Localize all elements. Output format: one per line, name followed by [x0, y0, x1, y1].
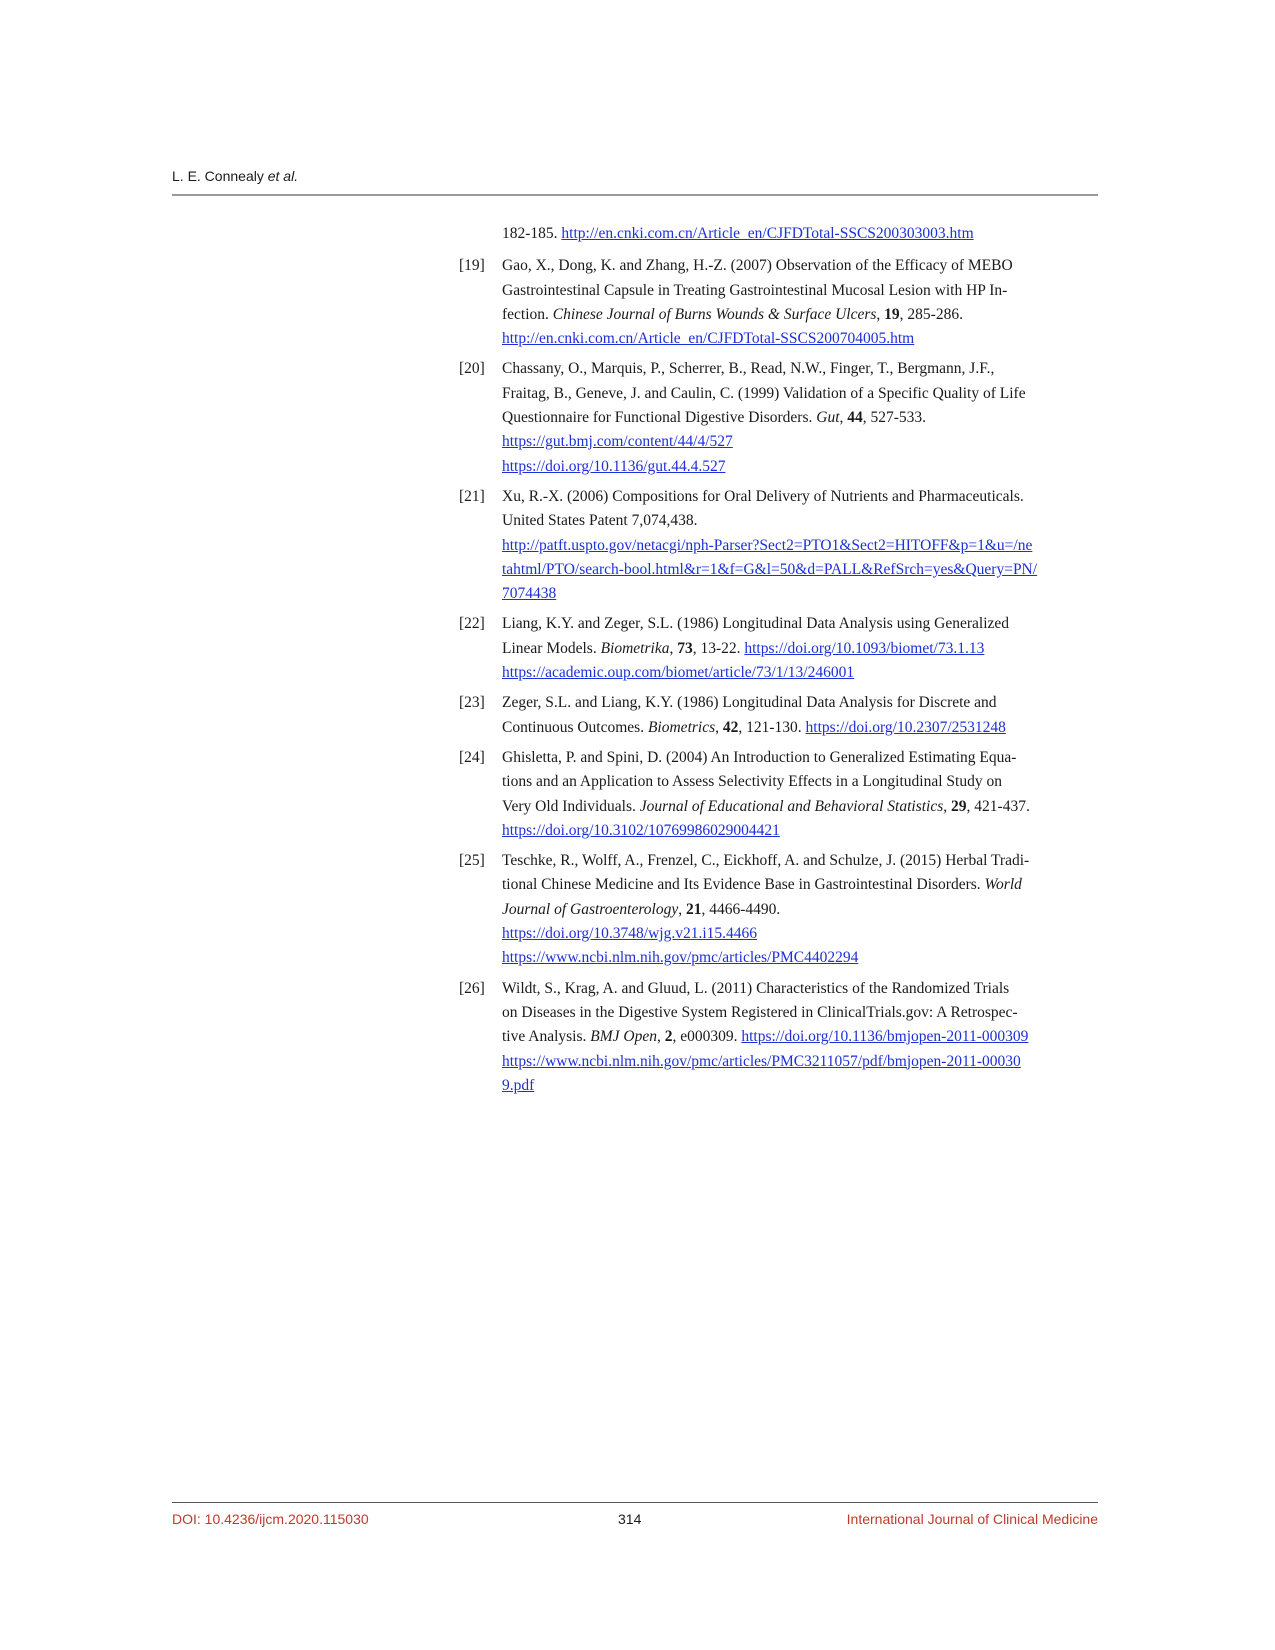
reference-line — [502, 485, 1099, 509]
reference-link[interactable]: http://en.cnki.com.cn/Article_en/CJFDTotal-SSCS200704005.htm — [502, 330, 915, 348]
reference-text: Chassany, O., Marquis, P., Scherrer, B., Read, N.W., Finger, T., Bergmann, J.F., — [502, 360, 995, 378]
reference-line — [502, 357, 1099, 381]
reference-text: Xu, R.-X. (2006) Compositions for Oral Delivery of Nutrients and Pharmaceuticals. — [502, 487, 1024, 505]
reference-text: , — [656, 1028, 665, 1046]
reference-line — [502, 770, 1099, 794]
reference-link[interactable]: https://doi.org/10.3102/10769986029004421 — [502, 821, 780, 839]
reference-text: , — [678, 900, 686, 918]
reference-text: , 421-437. — [966, 797, 1030, 815]
footer-journal: International Journal of Clinical Medicine — [846, 1511, 1098, 1527]
running-header — [172, 168, 298, 184]
reference-text: Teschke, R., Wolff, A., Frenzel, C., Eickhoff, A. and Schulze, J. (2015) Herbal Tradi- — [502, 852, 1030, 870]
journal-title: Biometrics — [647, 718, 716, 736]
volume-number: 2 — [664, 1028, 673, 1046]
reference-line — [502, 430, 1099, 454]
reference-link[interactable]: https://www.ncbi.nlm.nih.gov/pmc/articles/PMC3211057/pdf/bmjopen-2011-00030 — [502, 1052, 1021, 1070]
reference-line — [502, 534, 1099, 558]
reference-text: , 527-533. — [862, 409, 927, 427]
reference-text: , — [943, 797, 952, 815]
reference-text: , 285-286. — [899, 305, 963, 323]
reference-line — [502, 382, 1099, 406]
reference-text: United States Patent 7,074,438. — [502, 512, 698, 530]
reference-text: tional Chinese Medicine and Its Evidence Base in Gastrointestinal Disorders. — [502, 876, 985, 894]
reference-text: , 13-22. — [692, 639, 745, 657]
journal-title: Biometrika — [600, 639, 670, 657]
volume-number: 44 — [847, 409, 863, 427]
reference-item — [459, 746, 1099, 843]
reference-line — [502, 509, 1099, 533]
reference-text: Ghisletta, P. and Spini, D. (2004) An Introduction to Generalized Estimating Equa- — [502, 748, 1017, 766]
reference-line — [502, 1001, 1099, 1025]
reference-link[interactable]: https://academic.oup.com/biomet/article/73/1/13/246001 — [502, 664, 855, 682]
reference-line — [502, 455, 1099, 479]
reference-line — [502, 746, 1099, 770]
volume-number: 21 — [685, 900, 702, 918]
reference-text: tions and an Application to Assess Selectivity Effects in a Longitudinal Study on — [502, 773, 1002, 791]
reference-link[interactable]: tahtml/PTO/search-bool.html&r=1&f=G&l=50&d=PALL&RefSrch=yes&Query=PN/ — [502, 560, 1038, 578]
reference-line — [502, 637, 1099, 661]
reference-line — [502, 922, 1099, 946]
reference-text: Wildt, S., Krag, A. and Gluud, L. (2011) Characteristics of the Randomized Trials — [502, 979, 1010, 997]
reference-link[interactable]: http://patft.uspto.gov/netacgi/nph-Parser?Sect2=PTO1&Sect2=HITOFF&p=1&u=/ne — [502, 536, 1033, 554]
reference-number: [23] — [459, 694, 485, 712]
reference-line — [502, 222, 1099, 246]
reference-number: [21] — [459, 487, 485, 505]
reference-line — [502, 558, 1099, 582]
reference-link[interactable]: http://en.cnki.com.cn/Article_en/CJFDTotal-SSCS200303003.htm — [561, 225, 974, 242]
reference-line — [502, 819, 1099, 843]
reference-item — [459, 254, 1099, 351]
reference-text: Zeger, S.L. and Liang, K.Y. (1986) Longitudinal Data Analysis for Discrete and — [502, 694, 997, 712]
reference-line — [502, 873, 1099, 897]
reference-line — [502, 279, 1099, 303]
reference-text: Fraitag, B., Geneve, J. and Caulin, C. (1999) Validation of a Specific Quality of Life — [502, 384, 1026, 402]
reference-line — [502, 254, 1099, 278]
reference-number: [19] — [459, 257, 485, 275]
reference-line — [502, 612, 1099, 636]
reference-link[interactable]: https://doi.org/10.3748/wjg.v21.i15.4466 — [502, 925, 758, 943]
reference-item — [459, 485, 1099, 606]
reference-text: on Diseases in the Digestive System Registered in ClinicalTrials.gov: A Retrospec- — [502, 1003, 1018, 1021]
reference-text: Gastrointestinal Capsule in Treating Gastrointestinal Mucosal Lesion with HP In- — [502, 281, 1008, 299]
reference-text: Linear Models. — [502, 639, 601, 657]
reference-number: [25] — [459, 852, 485, 870]
reference-link[interactable]: https://doi.org/10.1136/gut.44.4.527 — [502, 457, 726, 475]
header-divider — [172, 194, 1098, 196]
reference-number: [24] — [459, 748, 485, 766]
reference-list — [459, 222, 1099, 1104]
journal-title: Journal of Gastroenterology — [502, 900, 679, 918]
footer-divider — [172, 1502, 1098, 1503]
reference-line — [502, 406, 1099, 430]
volume-number: 19 — [884, 305, 900, 323]
reference-line — [502, 898, 1099, 922]
reference-item — [459, 612, 1099, 685]
journal-title: Gut — [816, 409, 840, 427]
reference-link[interactable]: 7074438 — [502, 585, 557, 603]
reference-link[interactable]: https://www.ncbi.nlm.nih.gov/pmc/articles/PMC4402294 — [502, 949, 859, 967]
header-etal: et al. — [267, 168, 299, 184]
reference-text: , 4466-4490. — [701, 900, 781, 918]
reference-line — [502, 795, 1099, 819]
reference-line — [502, 582, 1099, 606]
volume-number: 73 — [677, 639, 693, 657]
reference-text: Continuous Outcomes. — [502, 718, 648, 736]
reference-text: , — [669, 639, 678, 657]
reference-text: , — [839, 409, 848, 427]
reference-line — [502, 303, 1099, 327]
page-number: 314 — [618, 1511, 642, 1527]
reference-number: [20] — [459, 360, 485, 378]
reference-text: , — [715, 718, 723, 736]
journal-title: World — [984, 876, 1022, 894]
journal-title: Journal of Educational and Behavioral Statistics — [639, 797, 944, 815]
reference-number: [26] — [459, 979, 485, 997]
reference-line — [502, 946, 1099, 970]
reference-line — [502, 691, 1099, 715]
reference-line — [502, 1050, 1099, 1074]
reference-text: Gao, X., Dong, K. and Zhang, H.-Z. (2007) Observation of the Efficacy of MEBO — [502, 257, 1013, 275]
reference-line — [502, 327, 1099, 351]
volume-number: 29 — [951, 797, 967, 815]
reference-link[interactable]: https://doi.org/10.1093/biomet/73.1.13 — [744, 639, 985, 657]
reference-text: tive Analysis. — [502, 1028, 591, 1046]
journal-title: BMJ Open — [590, 1028, 657, 1046]
header-author: L. E. Connealy — [172, 168, 264, 184]
reference-text: , e000309. — [672, 1028, 742, 1046]
footer-doi: DOI: 10.4236/ijcm.2020.115030 — [172, 1511, 369, 1527]
reference-text: , 121-130. — [738, 718, 806, 736]
reference-link[interactable]: https://gut.bmj.com/content/44/4/527 — [502, 433, 733, 451]
reference-line — [502, 661, 1099, 685]
reference-link[interactable]: https://doi.org/10.1136/bmjopen-2011-000309 — [741, 1028, 1029, 1046]
reference-link[interactable]: 9.pdf — [502, 1076, 535, 1094]
reference-line — [502, 849, 1099, 873]
reference-text: , — [876, 305, 885, 323]
reference-line — [502, 716, 1099, 740]
reference-text: 182-185. — [502, 225, 562, 242]
reference-line — [502, 1025, 1099, 1049]
reference-item — [459, 357, 1099, 478]
reference-number: [22] — [459, 615, 485, 633]
reference-item — [459, 849, 1099, 970]
volume-number: 42 — [722, 718, 739, 736]
reference-item — [459, 691, 1099, 740]
reference-text: Liang, K.Y. and Zeger, S.L. (1986) Longitudinal Data Analysis using Generalized — [502, 615, 1010, 633]
reference-continuation — [459, 222, 1099, 246]
reference-line — [502, 1074, 1099, 1098]
reference-item — [459, 977, 1099, 1098]
reference-line — [502, 977, 1099, 1001]
reference-link[interactable]: https://doi.org/10.2307/2531248 — [805, 718, 1006, 736]
journal-title: Chinese Journal of Burns Wounds & Surface Ulcers — [552, 305, 877, 323]
reference-text: fection. — [502, 305, 553, 323]
reference-text: Questionnaire for Functional Digestive Disorders. — [502, 409, 817, 427]
reference-text: Very Old Individuals. — [502, 797, 640, 815]
